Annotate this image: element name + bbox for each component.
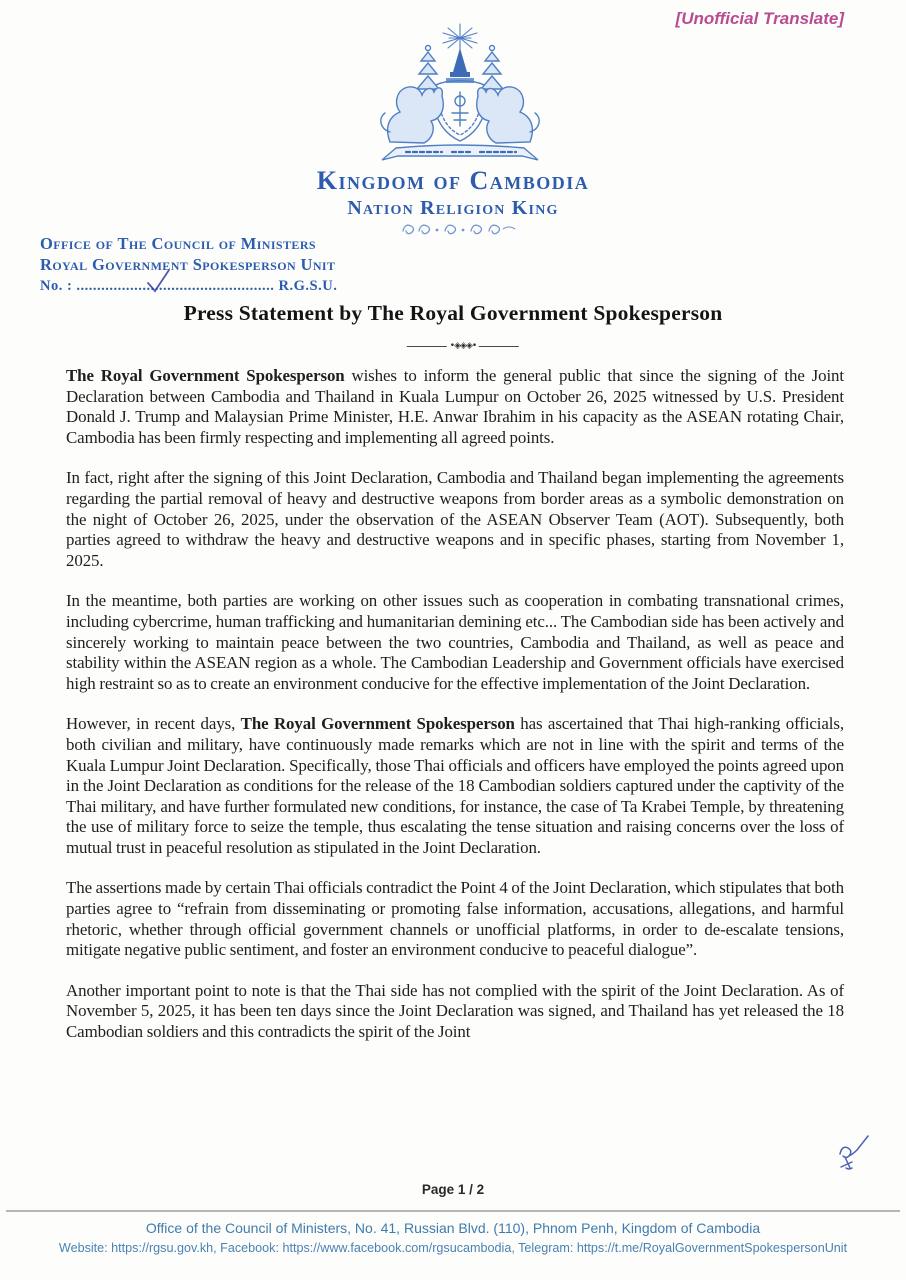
- motto-title: Nation Religion King: [347, 197, 559, 219]
- royal-arms-of-cambodia-icon: [370, 22, 550, 169]
- statement-title: Press Statement by The Royal Government Spokesperson: [183, 301, 723, 325]
- paragraph-6: Another important point to note is that the Thai side has not complied with the spirit of the Joint Declaration. As of November 5, 2025, it has been ten days since the Joint Declaration was signed, and Thailand has yet released the 18 Cambodian soldiers and this contradicts the spirit of the Joint: [66, 980, 844, 1042]
- divider-rule-right: [479, 346, 519, 347]
- paragraph-3: In the meantime, both parties are working on other issues such as cooperation in combating transnational crimes, including cybercrime, human trafficking and humanitarian demining etc... The Cambodian side has been actively and sincerely working to maintain peace between the two countries, Cambodia and Thailand, as well as peace and stability within the ASEAN region as a whole. The Cambodian Leadership and Government officials have exercised high restraint so as to create an environment conducive for the effective implementation of the Joint Declaration.: [66, 591, 844, 693]
- office-block: [40, 233, 337, 297]
- paragraph-4-bold: The Royal Government Spokesperson: [240, 714, 515, 734]
- paragraph-4: [66, 714, 844, 858]
- paragraph-5: The assertions made by certain Thai officials contradict the Point 4 of the Joint Declaration, which stipulates that both parties agree to “refrain from disseminating or promoting false information, accusations, allegations, and harmful rhetoric, whether through official government channels or unofficial platforms, in order to de-escalate tensions, mitigate negative public sentiment, and foster an environment conducive to peaceful dialogue”.: [66, 878, 844, 960]
- paragraph-1-bold: The Royal Government Spokesperson: [66, 366, 345, 385]
- footer-divider-rule: [6, 1210, 900, 1212]
- divider-ornament-icon: •◈◈◈•: [449, 341, 477, 351]
- page-number: Page 1 / 2: [421, 1182, 485, 1197]
- kingdom-title: Kingdom of Cambodia: [316, 166, 590, 195]
- paragraph-4-pre: However, in recent days,: [66, 714, 241, 734]
- footer-address: Office of the Council of Ministers, No. 41, Russian Blvd. (110), Phnom Penh, Kingdom of Cambodia: [145, 1220, 761, 1236]
- footer-links: Website: https://rgsu.gov.kh, Facebook: https://www.facebook.com/rgsucambodia, Telegram: https://t.me/RoyalGovernmentSpokespersonUnit: [58, 1241, 848, 1255]
- unofficial-translate-note: [Unofficial Translate]: [675, 9, 844, 28]
- divider-rule-left: [407, 346, 447, 347]
- title-divider: [407, 342, 519, 351]
- handwritten-initial-icon: [836, 1130, 872, 1177]
- document-number-line: [40, 275, 337, 297]
- office-line-1: Office of The Council of Ministers: [40, 234, 316, 253]
- statement-body: [66, 366, 844, 1063]
- paragraph-1-text: wishes to inform the general public that since the signing of the Joint Declaration between Cambodia and Thailand in Kuala Lumpur on October 26, 2025 witnessed by U.S. President Donald J. Trump and Malaysian Prime Minister, H.E. Anwar Ibrahim in his capacity as the ASEAN rotating Chair, Cambodia has been firmly respecting and implementing all agreed points.: [66, 366, 844, 447]
- paragraph-1: [66, 366, 844, 448]
- office-line-2: Royal Government Spokesperson Unit: [40, 255, 336, 274]
- paragraph-2: In fact, right after the signing of this Joint Declaration, Cambodia and Thailand began implementing the agreements regarding the partial removal of heavy and destructive weapons from border areas as a symbolic demonstration on the night of October 26, 2025, under the observation of the ASEAN Observer Team (AOT). Subsequently, both parties agreed to withdraw the heavy and destructive weapons and in specific phases, starting from November 1, 2025.: [66, 468, 844, 570]
- khmer-flourish-icon: [399, 222, 521, 241]
- handwritten-checkmark-icon: [144, 268, 172, 301]
- document-number-text: No. : ................................................ R.G.S.U.: [40, 278, 338, 294]
- paragraph-4-post: has ascertained that Thai high-ranking officials, both civilian and military, have continuously made remarks which are not in line with the spirit and terms of the Kuala Lumpur Joint Declaration. Specifically, those Thai officials and officers have employed the points agreed upon in the Joint Declaration as conditions for the release of the 18 Cambodian soldiers captured under the captivity of the Thai military, and have further formulated new conditions, for instance, the case of Ta Krabei Temple, by threatening the use of military force to seize the temple, thus escalating the tense situation and raising concerns over the loss of mutual trust in peaceful resolution as stipulated in the Joint Declaration.: [66, 714, 844, 857]
